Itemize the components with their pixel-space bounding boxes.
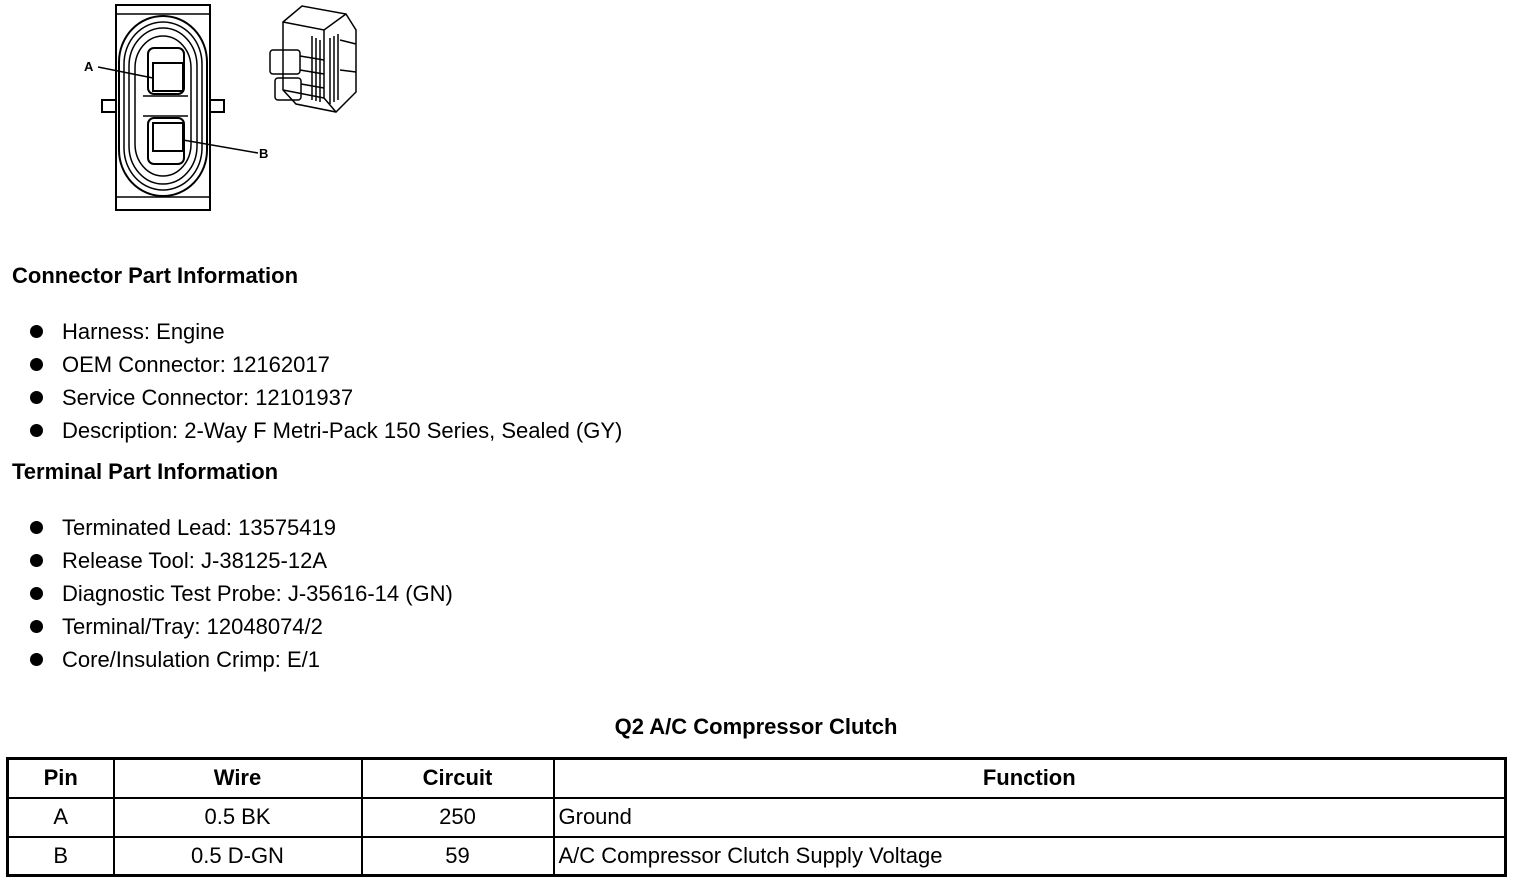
table-row (8, 798, 1506, 837)
bullet-icon (30, 620, 43, 633)
bullet-icon (30, 521, 43, 534)
latch-right (210, 100, 224, 112)
list-item: Terminated Lead: 13575419 (28, 511, 453, 544)
bullet-icon (30, 424, 43, 437)
list-item: Diagnostic Test Probe: J-35616-14 (GN) (28, 577, 453, 610)
callout-b-label: B (259, 146, 269, 161)
bullet-icon (30, 391, 43, 404)
bullet-icon (30, 325, 43, 338)
cell-function: A/C Compressor Clutch Supply Voltage (554, 837, 1506, 876)
terminal-part-heading: Terminal Part Information (12, 459, 279, 484)
cell-wire: 0.5 D-GN (114, 837, 362, 876)
connector-diagram (0, 0, 380, 220)
header-pin: Pin (8, 759, 114, 798)
header-function: Function (554, 759, 1506, 798)
callout-b-leader (183, 140, 258, 153)
latch-left (102, 100, 116, 112)
terminal-a (153, 63, 183, 91)
table-header-row (8, 759, 1506, 798)
header-wire: Wire (114, 759, 362, 798)
bullet-icon (30, 554, 43, 567)
cell-pin: A (8, 798, 114, 837)
terminal-b (153, 123, 183, 151)
table-row (8, 837, 1506, 876)
connector-isometric-view (270, 6, 356, 112)
table-title: Q2 A/C Compressor Clutch (614, 714, 898, 739)
connector-part-list (28, 315, 622, 447)
list-item: Release Tool: J-38125-12A (28, 544, 453, 577)
list-item: Core/Insulation Crimp: E/1 (28, 643, 453, 676)
bullet-icon (30, 358, 43, 371)
bullet-icon (30, 653, 43, 666)
callout-a-leader (98, 67, 153, 78)
pinout-table (6, 757, 1507, 877)
terminal-part-list (28, 511, 453, 676)
header-circuit: Circuit (362, 759, 554, 798)
cell-circuit: 59 (362, 837, 554, 876)
bullet-icon (30, 587, 43, 600)
connector-seal (119, 16, 207, 196)
connector-part-heading: Connector Part Information (12, 263, 299, 288)
cell-circuit: 250 (362, 798, 554, 837)
list-item: OEM Connector: 12162017 (28, 348, 622, 381)
list-item: Service Connector: 12101937 (28, 381, 622, 414)
list-item: Description: 2-Way F Metri-Pack 150 Series, Sealed (GY) (28, 414, 622, 447)
callout-a-label: A (84, 59, 94, 74)
cell-function: Ground (554, 798, 1506, 837)
list-item: Terminal/Tray: 12048074/2 (28, 610, 453, 643)
cell-pin: B (8, 837, 114, 876)
cell-wire: 0.5 BK (114, 798, 362, 837)
list-item: Harness: Engine (28, 315, 622, 348)
